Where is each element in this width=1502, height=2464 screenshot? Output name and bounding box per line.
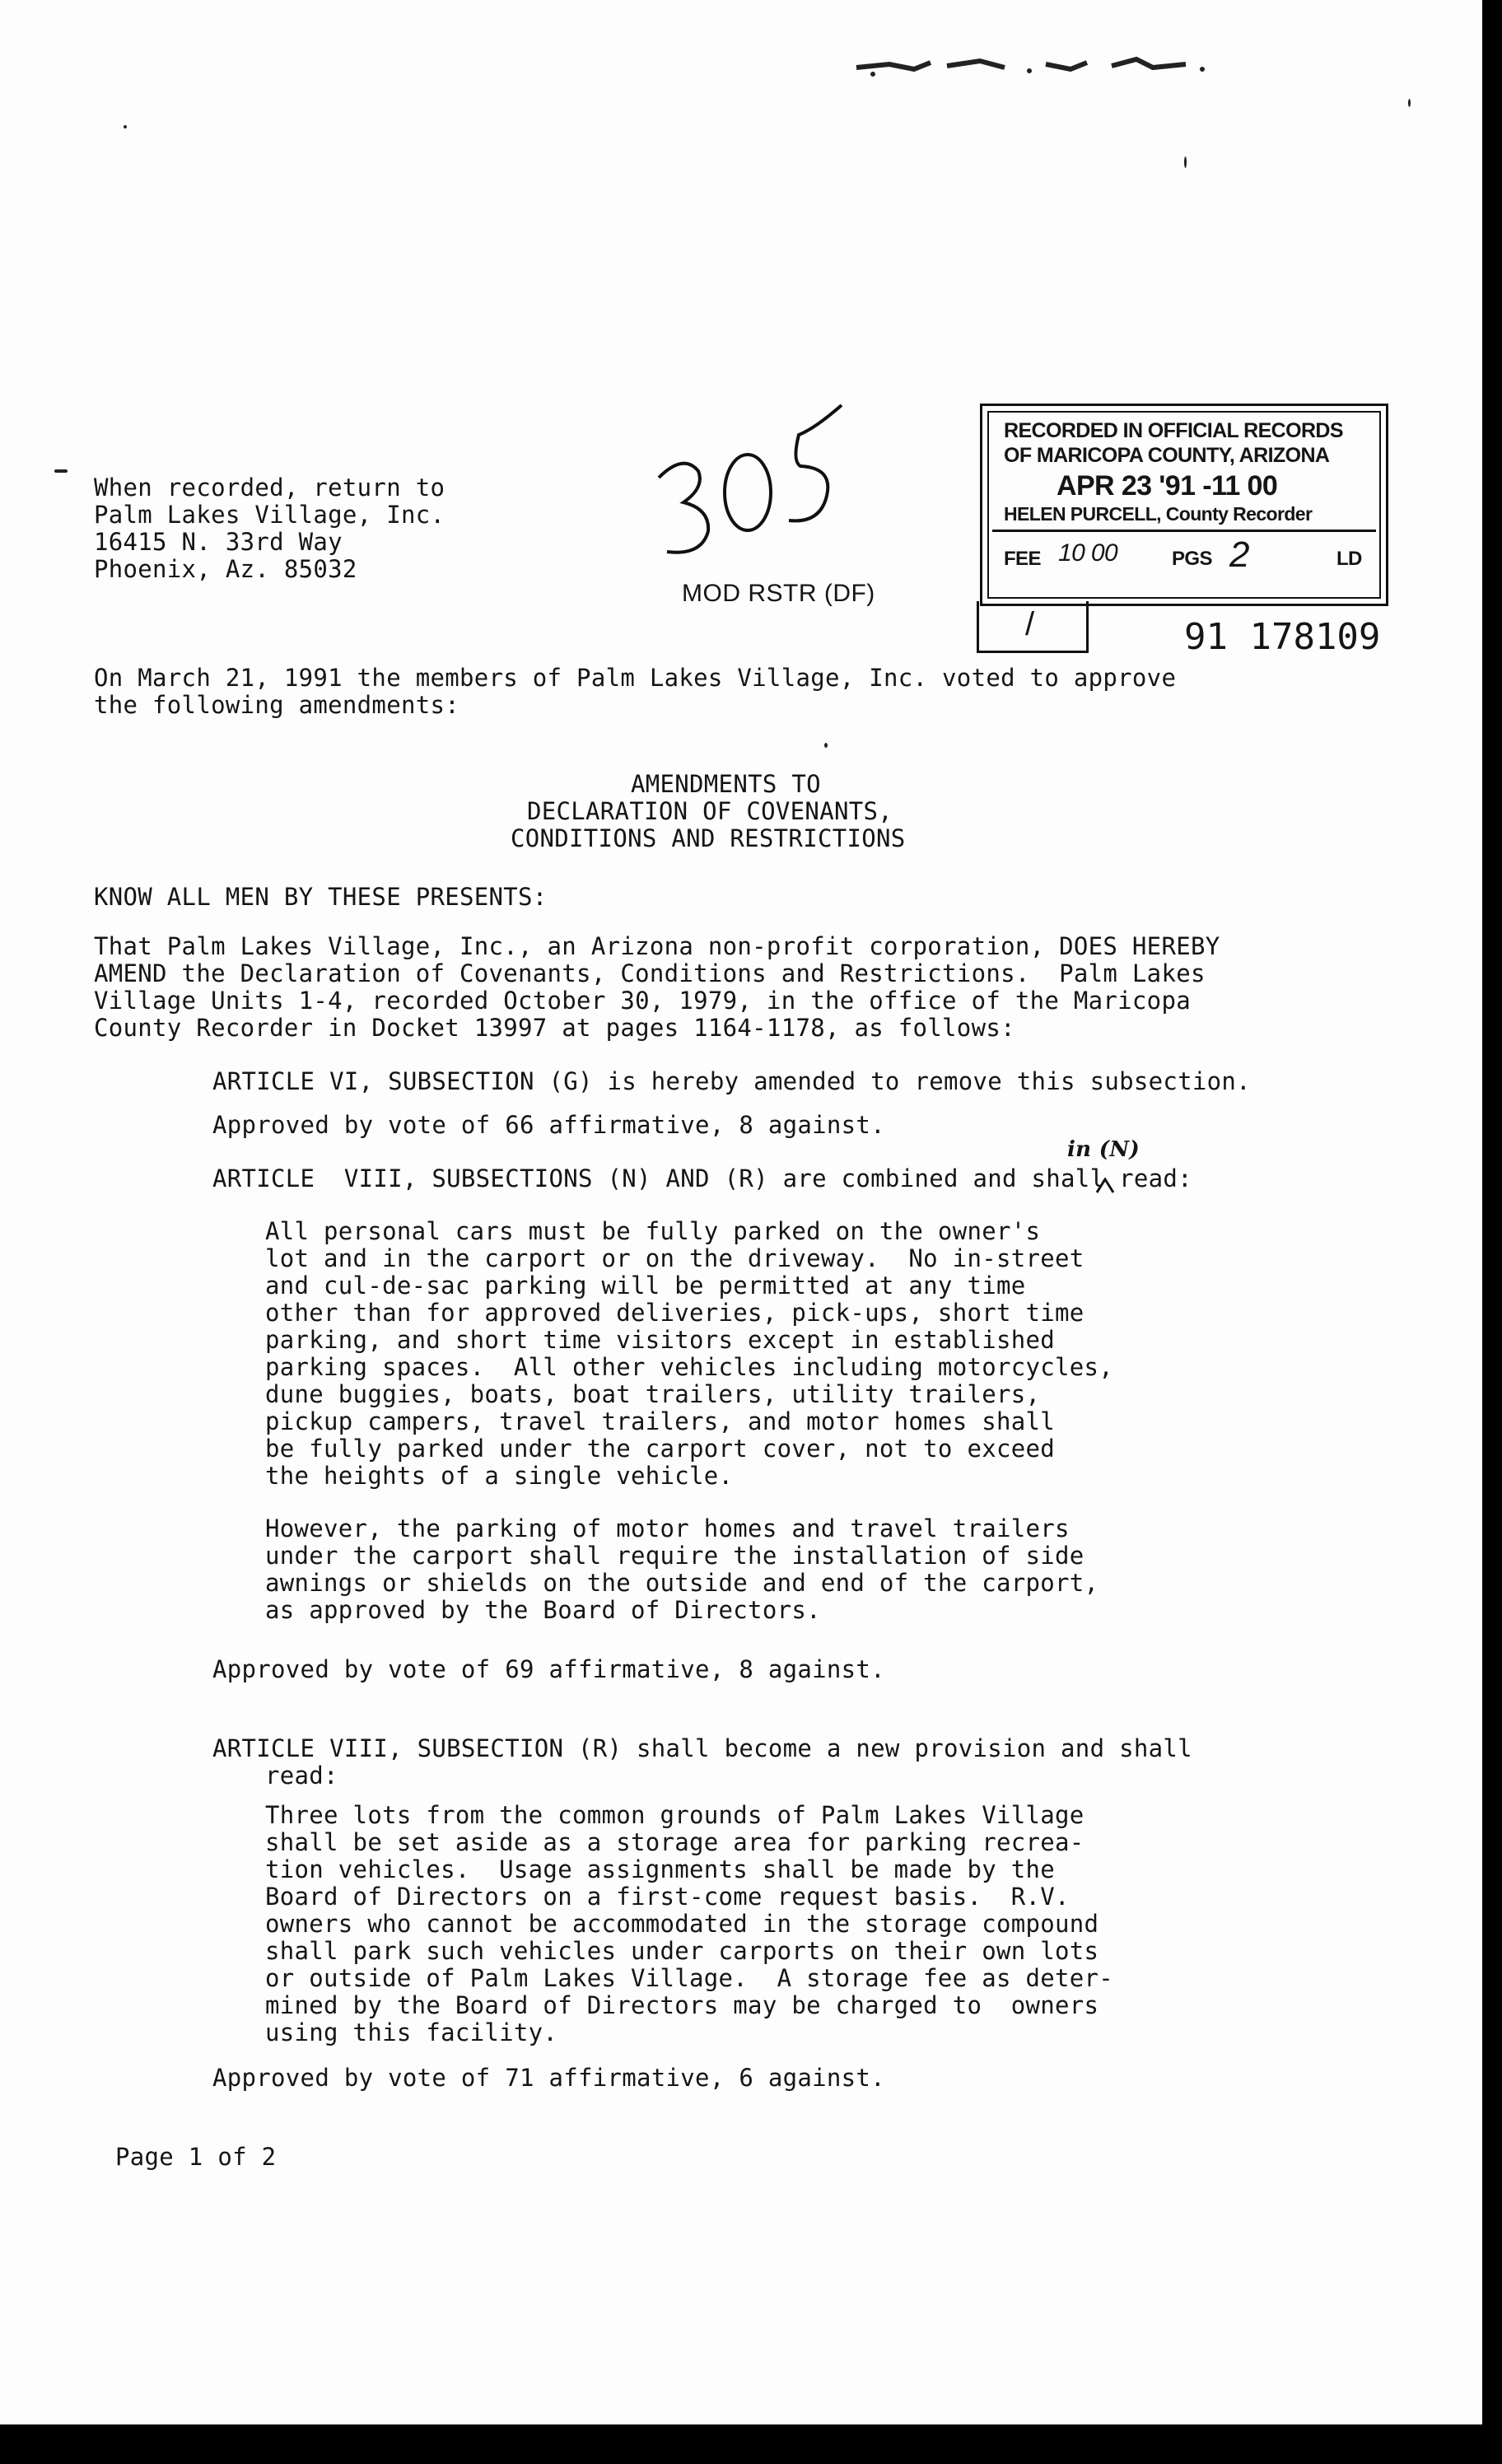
scan-speck: [824, 743, 828, 748]
paragraph-line: mined by the Board of Directors may be charged to owners: [265, 1991, 1099, 2019]
preamble-line: That Palm Lakes Village, Inc., an Arizona non-profit corporation, DOES HEREBY: [94, 932, 1220, 960]
stamp-corner-box: [977, 601, 1089, 653]
stamp-date: APR 23 '91 -11 00: [1057, 470, 1278, 502]
return-address-line: 16415 N. 33rd Way: [94, 528, 343, 556]
scan-speck: [124, 125, 127, 128]
article-vi: ARTICLE VI, SUBSECTION (G) is hereby amended to remove this subsection.: [212, 1067, 1251, 1095]
title-line: CONDITIONS AND RESTRICTIONS: [511, 824, 906, 852]
preamble-line: Village Units 1-4, recorded October 30, 1979, in the office of the Maricopa: [94, 987, 1191, 1015]
stamp-annotation: MOD RSTR (DF): [682, 580, 875, 607]
stamp-line-1: RECORDED IN OFFICIAL RECORDS: [1004, 419, 1343, 442]
paragraph-line: shall be set aside as a storage area for parking recrea-: [265, 1828, 1085, 1856]
paragraph-line: owners who cannot be accommodated in the storage compound: [265, 1910, 1099, 1938]
stamp-fee-value: 10 00: [1058, 539, 1118, 567]
paragraph-line: other than for approved deliveries, pick-ups, short time: [265, 1299, 1085, 1327]
scan-speck: [1408, 99, 1411, 107]
paragraph-line: All personal cars must be fully parked on the owner's: [265, 1217, 1041, 1245]
paragraph-line: pickup campers, travel trailers, and motor homes shall: [265, 1407, 1056, 1435]
intro-line: On March 21, 1991 the members of Palm Lakes Village, Inc. voted to approve: [94, 664, 1177, 692]
paragraph-line: under the carport shall require the installation of side: [265, 1542, 1085, 1570]
paragraph-line: awnings or shields on the outside and end of the carport,: [265, 1569, 1099, 1597]
paragraph-line: However, the parking of motor homes and travel trailers: [265, 1514, 1070, 1542]
stamp-ld-label: LD: [1336, 548, 1362, 570]
stamp-fee-label: FEE: [1004, 548, 1041, 570]
vote-result: Approved by vote of 69 affirmative, 8 against.: [212, 1655, 885, 1683]
handwritten-number: [651, 395, 856, 568]
preamble-line: AMEND the Declaration of Covenants, Conditions and Restrictions. Palm Lakes: [94, 959, 1206, 987]
stamp-recorder: HELEN PURCELL, County Recorder: [1004, 503, 1313, 525]
intro-line: the following amendments:: [94, 691, 459, 719]
paragraph-line: lot and in the carport or on the driveway. No in-street: [265, 1244, 1085, 1272]
vote-result: Approved by vote of 71 affirmative, 6 against.: [212, 2064, 885, 2092]
scan-noise: [840, 49, 1219, 82]
title-line: DECLARATION OF COVENANTS,: [527, 797, 893, 825]
paragraph-line: parking, and short time visitors except in established: [265, 1326, 1056, 1354]
paragraph-line: shall park such vehicles under carports on their own lots: [265, 1937, 1099, 1965]
scan-speck: [54, 469, 68, 473]
article-viii-new: ARTICLE VIII, SUBSECTION (R) shall become a new provision and shall: [212, 1734, 1192, 1762]
scan-speck: [1184, 156, 1187, 168]
return-address-line: Phoenix, Az. 85032: [94, 555, 357, 583]
article-viii-new: read:: [265, 1762, 338, 1790]
paragraph-line: Three lots from the common grounds of Palm Lakes Village: [265, 1801, 1085, 1829]
know-all-heading: KNOW ALL MEN BY THESE PRESENTS:: [94, 883, 548, 911]
paragraph-line: Board of Directors on a first-come request basis. R.V.: [265, 1883, 1070, 1911]
vote-result: Approved by vote of 66 affirmative, 8 against.: [212, 1111, 885, 1139]
article-viii-combined: ARTICLE VIII, SUBSECTIONS (N) AND (R) are combined and shall read:: [212, 1164, 1192, 1192]
paragraph-line: be fully parked under the carport cover, not to exceed: [265, 1435, 1056, 1463]
title-line: AMENDMENTS TO: [631, 770, 821, 798]
stamp-pgs-value: 2: [1229, 534, 1249, 575]
paragraph-line: as approved by the Board of Directors.: [265, 1596, 821, 1624]
stamp-divider: [992, 530, 1376, 532]
return-address-line: When recorded, return to: [94, 474, 445, 502]
document-number: 91 178109: [1184, 616, 1381, 658]
paragraph-line: and cul-de-sac parking will be permitted at any time: [265, 1272, 1026, 1300]
handwritten-insert: in (N): [1067, 1137, 1140, 1162]
scan-edge-right: [1482, 0, 1502, 2464]
preamble-line: County Recorder in Docket 13997 at pages 1164-1178, as follows:: [94, 1014, 1015, 1042]
recording-stamp: [980, 404, 1388, 606]
paragraph-line: the heights of a single vehicle.: [265, 1462, 734, 1490]
return-address-line: Palm Lakes Village, Inc.: [94, 501, 445, 529]
page-footer: Page 1 of 2: [115, 2143, 277, 2171]
stamp-pgs-label: PGS: [1172, 548, 1212, 570]
paragraph-line: parking spaces. All other vehicles including motorcycles,: [265, 1353, 1114, 1381]
paragraph-line: or outside of Palm Lakes Village. A storage fee as deter-: [265, 1964, 1114, 1992]
paragraph-line: using this facility.: [265, 2018, 558, 2046]
paragraph-line: tion vehicles. Usage assignments shall be made by the: [265, 1855, 1056, 1883]
stamp-box-mark: /: [1025, 606, 1034, 642]
paragraph-line: dune buggies, boats, boat trailers, utility trailers,: [265, 1380, 1041, 1408]
scan-edge-bottom: [0, 2424, 1502, 2464]
stamp-line-2: OF MARICOPA COUNTY, ARIZONA: [1004, 444, 1330, 467]
